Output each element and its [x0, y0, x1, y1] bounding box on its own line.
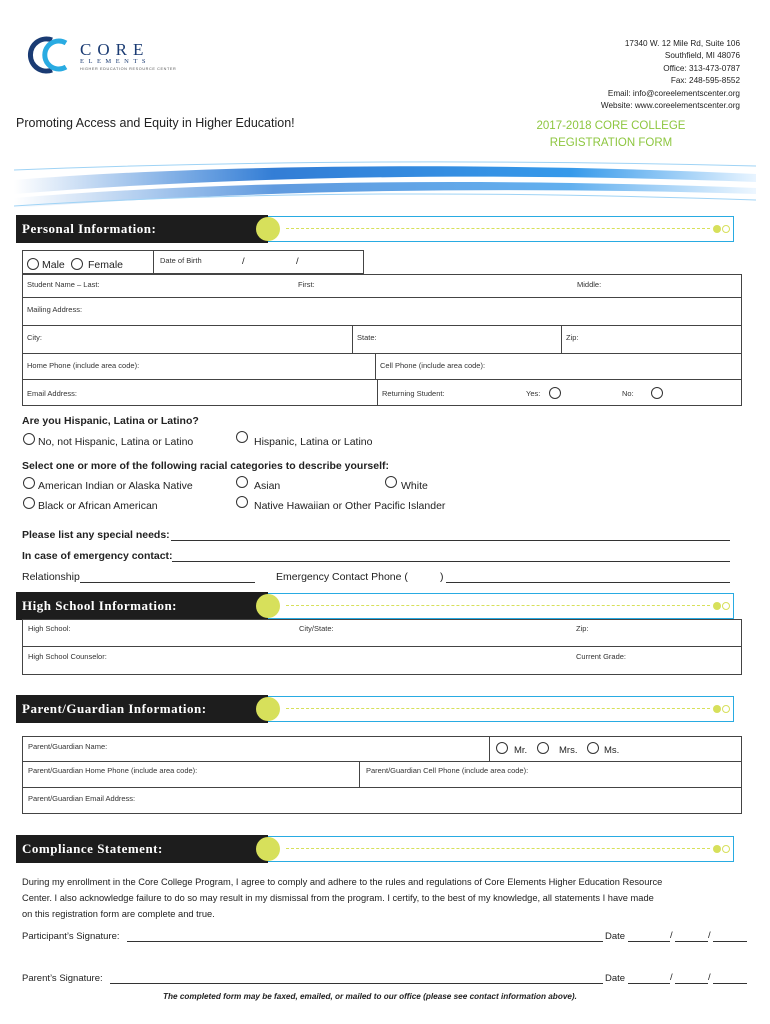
logo-subword: ELEMENTS [80, 58, 150, 65]
compliance-line: Center. I also acknowledge failure to do so may result in my dismissal from the program. I certify, to the best of my knowledge, all statements I have made [22, 892, 654, 903]
decor-dot [256, 217, 280, 241]
hispanic-radio[interactable] [236, 431, 248, 443]
address-line: Website: www.coreelementscenter.org [600, 101, 740, 111]
hawaiian-radio[interactable] [236, 496, 248, 508]
decor-end-ring [722, 705, 730, 713]
state-label: State: [357, 333, 377, 342]
decor-dash [286, 228, 710, 229]
black-radio[interactable] [23, 497, 35, 509]
participant-date-month[interactable] [628, 941, 670, 942]
city-label: City: [27, 333, 42, 342]
participant-signature-line[interactable] [127, 941, 603, 942]
decor-end-dot [713, 705, 721, 713]
relationship-line[interactable] [80, 582, 255, 583]
parent-name-divider [489, 736, 490, 762]
decor-dash [286, 708, 710, 709]
section-high-school-information [16, 592, 734, 620]
email-input[interactable] [85, 384, 373, 402]
middle-name-label: Middle: [577, 280, 602, 289]
dob-slash: / [296, 256, 299, 267]
decor-end-ring [722, 602, 730, 610]
parent-cell-phone-input[interactable] [364, 776, 738, 786]
returning-no-label: No: [622, 389, 634, 398]
parent-date-year[interactable] [713, 983, 747, 984]
phone-divider [375, 354, 376, 380]
emergency-phone-line[interactable] [446, 582, 730, 583]
address-line: Southfield, MI 48076 [664, 51, 740, 61]
high-school-input[interactable] [26, 622, 738, 644]
decorative-swoosh [14, 160, 756, 212]
special-needs-label: Please list any special needs: [22, 529, 170, 541]
city-input[interactable] [60, 330, 348, 350]
returning-yes-label: Yes: [526, 389, 541, 398]
asian-radio[interactable] [236, 476, 248, 488]
section-parent-guardian-information [16, 695, 734, 723]
home-phone-input[interactable] [150, 358, 370, 376]
mr-radio[interactable] [496, 742, 508, 754]
logo-tagline: HIGHER EDUCATION RESOURCE CENTER [80, 67, 177, 71]
decor-dash [286, 605, 710, 606]
parent-email-label: Parent/Guardian Email Address: [28, 794, 136, 803]
email-label: Email Address: [27, 389, 78, 398]
hispanic-label: Hispanic, Latina or Latino [254, 436, 373, 448]
student-name-row[interactable] [22, 274, 742, 298]
zip-label: Zip: [566, 333, 579, 342]
date-slash: / [670, 930, 673, 941]
relationship-label: Relationship [22, 571, 80, 583]
logo-word: CORE [80, 40, 150, 59]
decor-end-ring [722, 225, 730, 233]
decor-end-ring [722, 845, 730, 853]
parent-date-label: Date [605, 973, 626, 984]
emergency-contact-line[interactable] [172, 561, 730, 562]
address-line: Email: info@coreelementscenter.org [607, 88, 740, 98]
american-indian-radio[interactable] [23, 477, 35, 489]
contact-address [601, 38, 740, 112]
decor-end-dot [713, 845, 721, 853]
male-radio[interactable] [27, 258, 39, 270]
female-label: Female [88, 259, 124, 271]
counselor-label: High School Counselor: [28, 652, 107, 661]
section-frame [268, 216, 734, 242]
special-needs-line[interactable] [171, 540, 730, 541]
participant-date-day[interactable] [675, 941, 708, 942]
form-title-line: 2017-2018 CORE COLLEGE [536, 120, 686, 132]
zip-input[interactable] [585, 330, 735, 350]
female-radio[interactable] [71, 258, 83, 270]
compliance-text [22, 875, 750, 922]
date-slash: / [708, 930, 711, 941]
cell-phone-input[interactable] [495, 358, 735, 376]
decor-end-dot [713, 602, 721, 610]
address-line: Fax: 248-595-8552 [670, 76, 740, 86]
parent-phone-divider [359, 762, 360, 788]
parent-name-input[interactable] [110, 740, 485, 758]
section-compliance-statement [16, 835, 734, 863]
participant-date-label: Date [605, 931, 626, 942]
hs-zip-label: Zip: [576, 624, 589, 633]
mrs-label: Mrs. [559, 745, 578, 756]
returning-yes-radio[interactable] [549, 387, 561, 399]
not-hispanic-label: No, not Hispanic, Latina or Latino [38, 436, 194, 448]
decor-dot [256, 697, 280, 721]
counselor-row[interactable] [22, 647, 742, 675]
last-name-label: Student Name – Last: [27, 280, 100, 289]
mrs-radio[interactable] [537, 742, 549, 754]
mailing-address-label: Mailing Address: [27, 305, 83, 314]
mailing-address-field[interactable] [22, 298, 742, 326]
decor-dot [256, 594, 280, 618]
mr-label: Mr. [514, 745, 528, 756]
decor-dash [286, 848, 710, 849]
decor-dot [256, 837, 280, 861]
asian-label: Asian [254, 480, 281, 492]
address-line: Office: 313-473-0787 [663, 63, 740, 73]
current-grade-label: Current Grade: [576, 652, 627, 661]
ms-radio[interactable] [587, 742, 599, 754]
parent-cell-phone-label: Parent/Guardian Cell Phone (include area code): [366, 766, 529, 775]
emergency-phone-paren: ) [440, 571, 444, 583]
emergency-contact-label: In case of emergency contact: [22, 550, 173, 562]
section-title: Personal Information: [22, 221, 157, 236]
compliance-line: on this registration form are complete and true. [22, 908, 215, 919]
ms-label: Ms. [604, 745, 620, 756]
section-frame [268, 836, 734, 862]
home-phone-label: Home Phone (include area code): [27, 361, 140, 370]
parent-date-day[interactable] [675, 983, 708, 984]
tagline: Promoting Access and Equity in Higher Education! [16, 116, 295, 130]
male-label: Male [42, 259, 65, 271]
white-radio[interactable] [385, 476, 397, 488]
not-hispanic-radio[interactable] [23, 433, 35, 445]
first-name-label: First: [298, 280, 315, 289]
footer-note: The completed form may be faxed, emailed, or mailed to our office (please see contact information above). [163, 992, 577, 1001]
section-frame [268, 593, 734, 619]
compliance-line: During my enrollment in the Core College Program, I agree to comply and adhere to the rules and regulations of Core Elements Higher Education Resource [22, 877, 663, 887]
parent-date-month[interactable] [628, 983, 670, 984]
participant-signature-label: Participant’s Signature: [22, 931, 120, 942]
hs-city-state-label: City/State: [299, 624, 334, 633]
form-title-line: REGISTRATION FORM [549, 137, 673, 149]
dob-input[interactable] [165, 258, 360, 272]
date-slash: / [670, 972, 673, 983]
hawaiian-label: Native Hawaiian or Other Pacific Islander [254, 500, 446, 512]
section-frame [268, 696, 734, 722]
returning-student-label: Returning Student: [382, 389, 445, 398]
american-indian-label: American Indian or Alaska Native [38, 480, 193, 492]
parent-signature-label: Parent’s Signature: [22, 973, 103, 984]
dob-label: Date of Birth [160, 256, 202, 265]
high-school-label: High School: [28, 624, 71, 633]
section-title: Parent/Guardian Information: [22, 701, 207, 716]
dob-slash: / [242, 256, 245, 267]
participant-date-year[interactable] [713, 941, 747, 942]
white-label: White [401, 480, 428, 492]
returning-no-radio[interactable] [651, 387, 663, 399]
emergency-phone-label: Emergency Contact Phone ( [276, 571, 408, 583]
parent-name-label: Parent/Guardian Name: [28, 742, 108, 751]
email-divider [377, 380, 378, 406]
cell-phone-label: Cell Phone (include area code): [380, 361, 486, 370]
state-divider [561, 326, 562, 354]
hispanic-question: Are you Hispanic, Latina or Latino? [22, 415, 199, 427]
section-title: Compliance Statement: [22, 841, 163, 856]
city-divider [352, 326, 353, 354]
decor-end-dot [713, 225, 721, 233]
race-question: Select one or more of the following racial categories to describe yourself: [22, 460, 390, 472]
state-input[interactable] [385, 330, 555, 350]
parent-home-phone-input[interactable] [26, 776, 356, 786]
section-personal-information [16, 215, 734, 243]
address-line: 17340 W. 12 Mile Rd, Suite 106 [624, 39, 740, 48]
parent-home-phone-label: Parent/Guardian Home Phone (include area code): [28, 766, 198, 775]
form-title [500, 118, 722, 152]
parent-signature-line[interactable] [110, 983, 603, 984]
section-title: High School Information: [22, 598, 178, 613]
black-label: Black or African American [38, 500, 158, 512]
date-slash: / [708, 972, 711, 983]
